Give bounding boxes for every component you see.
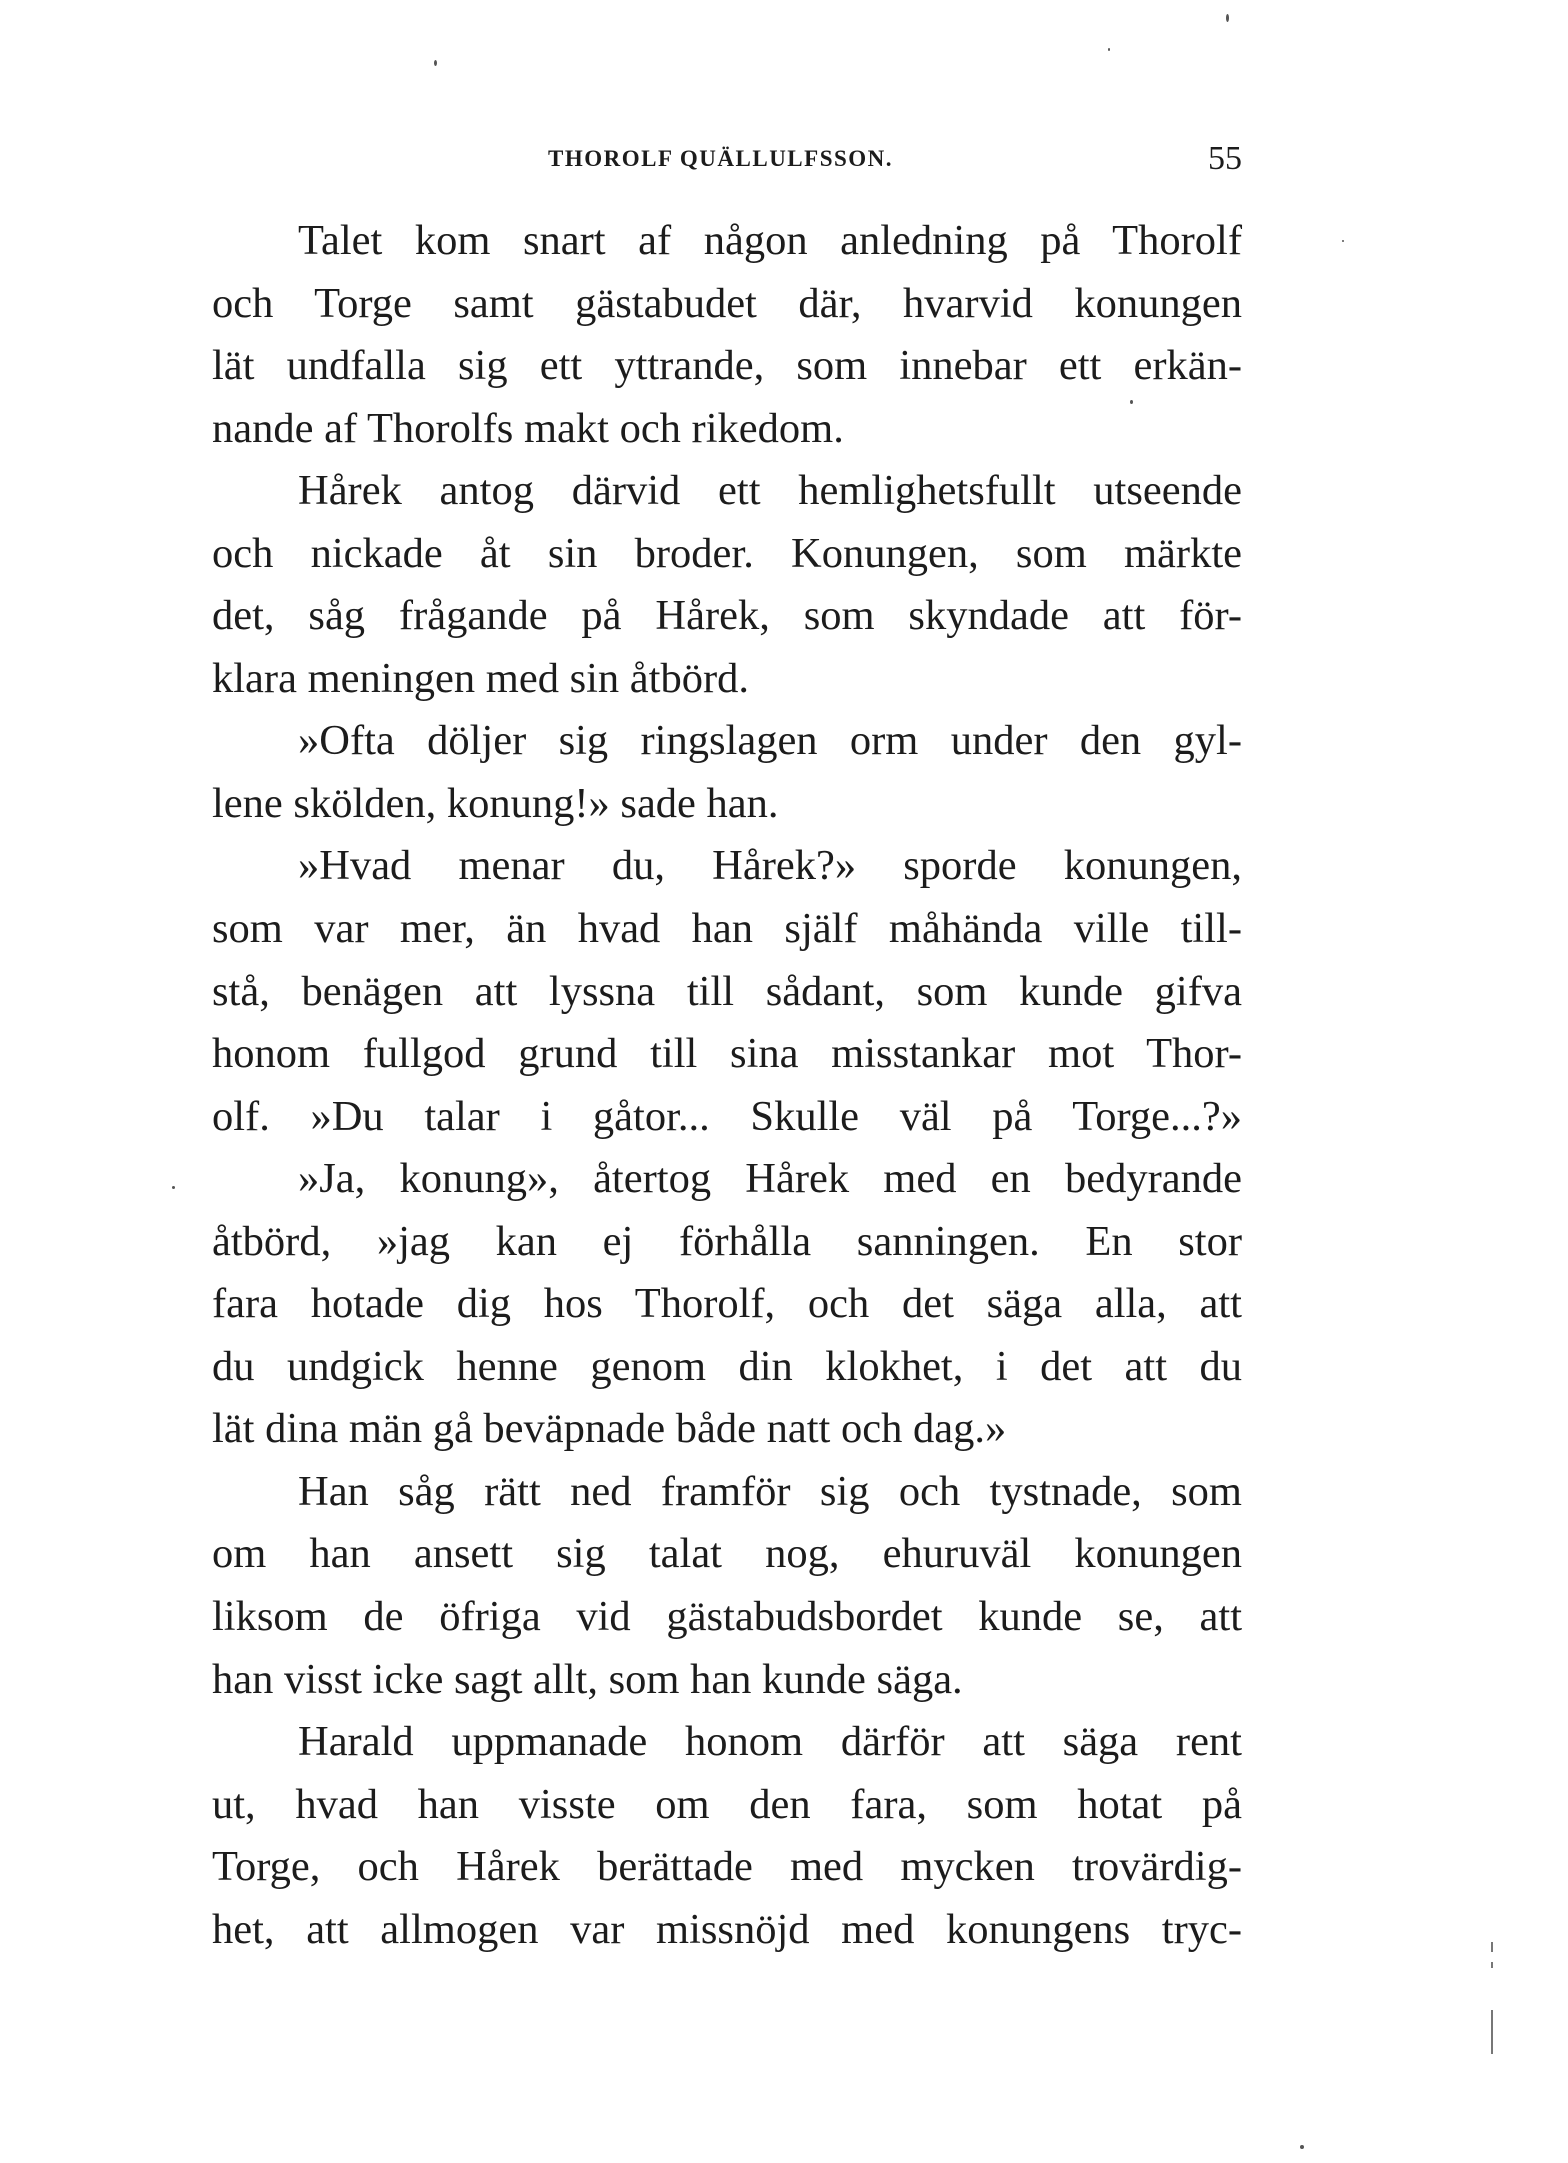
text-line: stå, benägen att lyssna till sådant, som kunde gifva: [212, 967, 1242, 1015]
text-line: om han ansett sig talat nog, ehuruväl konungen: [212, 1530, 1242, 1578]
text-line: »Hvad menar du, Hårek?» sporde konungen,: [298, 842, 1242, 890]
text-line: »Ofta döljer sig ringslagen orm under den gyl-: [298, 717, 1242, 765]
text-line: olf. »Du talar i gåtor... Skulle väl på Torge...?»: [212, 1092, 1242, 1140]
scan-speck: [1226, 14, 1229, 22]
running-head: [212, 140, 1242, 180]
text-line: ut, hvad han visste om den fara, som hotat på: [212, 1780, 1242, 1828]
text-line: Harald uppmanade honom därför att säga rent: [298, 1718, 1242, 1766]
text-line: Talet kom snart af någon anledning på Thorolf: [298, 217, 1242, 264]
text-line: det, såg frågande på Hårek, som skyndade att för-: [212, 592, 1242, 640]
scan-speck: [1108, 48, 1110, 51]
text-line: klara meningen med sin åtbörd.: [212, 654, 749, 702]
running-title: THOROLF QUÄLLULFSSON.: [548, 146, 894, 171]
text-line: lät undfalla sig ett yttrande, som innebar ett erkän-: [212, 342, 1242, 390]
body-text: [212, 210, 1242, 1961]
text-line: och Torge samt gästabudet där, hvarvid konungen: [212, 279, 1242, 327]
text-line: lene skölden, konung!» sade han.: [212, 779, 779, 827]
scan-speck: [1130, 400, 1133, 404]
text-line: »Ja, konung», återtog Hårek med en bedyrande: [298, 1155, 1242, 1203]
scan-mark: [1491, 2010, 1493, 2054]
text-line: Han såg rätt ned framför sig och tystnade, som: [298, 1467, 1242, 1515]
text-line: och nickade åt sin broder. Konungen, som märkte: [212, 529, 1242, 577]
text-line: het, att allmogen var missnöjd med konungens tryc-: [212, 1905, 1242, 1953]
scan-speck: [434, 60, 437, 66]
scan-mark: [1491, 1962, 1493, 1968]
text-line: som var mer, än hvad han själf måhända ville till-: [212, 905, 1242, 953]
page-number: 55: [1208, 140, 1242, 177]
scan-speck: [172, 1186, 175, 1189]
text-line: lät dina män gå beväpnade både natt och dag.»: [212, 1405, 1007, 1453]
scan-mark: [1491, 1942, 1493, 1952]
text-line: honom fullgod grund till sina misstankar mot Thor-: [212, 1030, 1242, 1078]
text-line: fara hotade dig hos Thorolf, och det säga alla, att: [212, 1280, 1242, 1328]
scan-speck: [1342, 240, 1344, 242]
scan-speck: [1300, 2145, 1304, 2149]
text-line: nande af Thorolfs makt och rikedom.: [212, 404, 844, 452]
text-line: Torge, och Hårek berättade med mycken trovärdig-: [212, 1843, 1242, 1891]
text-line: liksom de öfriga vid gästabudsbordet kunde se, att: [212, 1593, 1242, 1641]
text-line: Hårek antog därvid ett hemlighetsfullt utseende: [298, 467, 1242, 515]
text-line: han visst icke sagt allt, som han kunde säga.: [212, 1655, 963, 1703]
text-line: åtbörd, »jag kan ej förhålla sanningen. En stor: [212, 1217, 1242, 1265]
text-line: du undgick henne genom din klokhet, i det att du: [212, 1342, 1242, 1390]
